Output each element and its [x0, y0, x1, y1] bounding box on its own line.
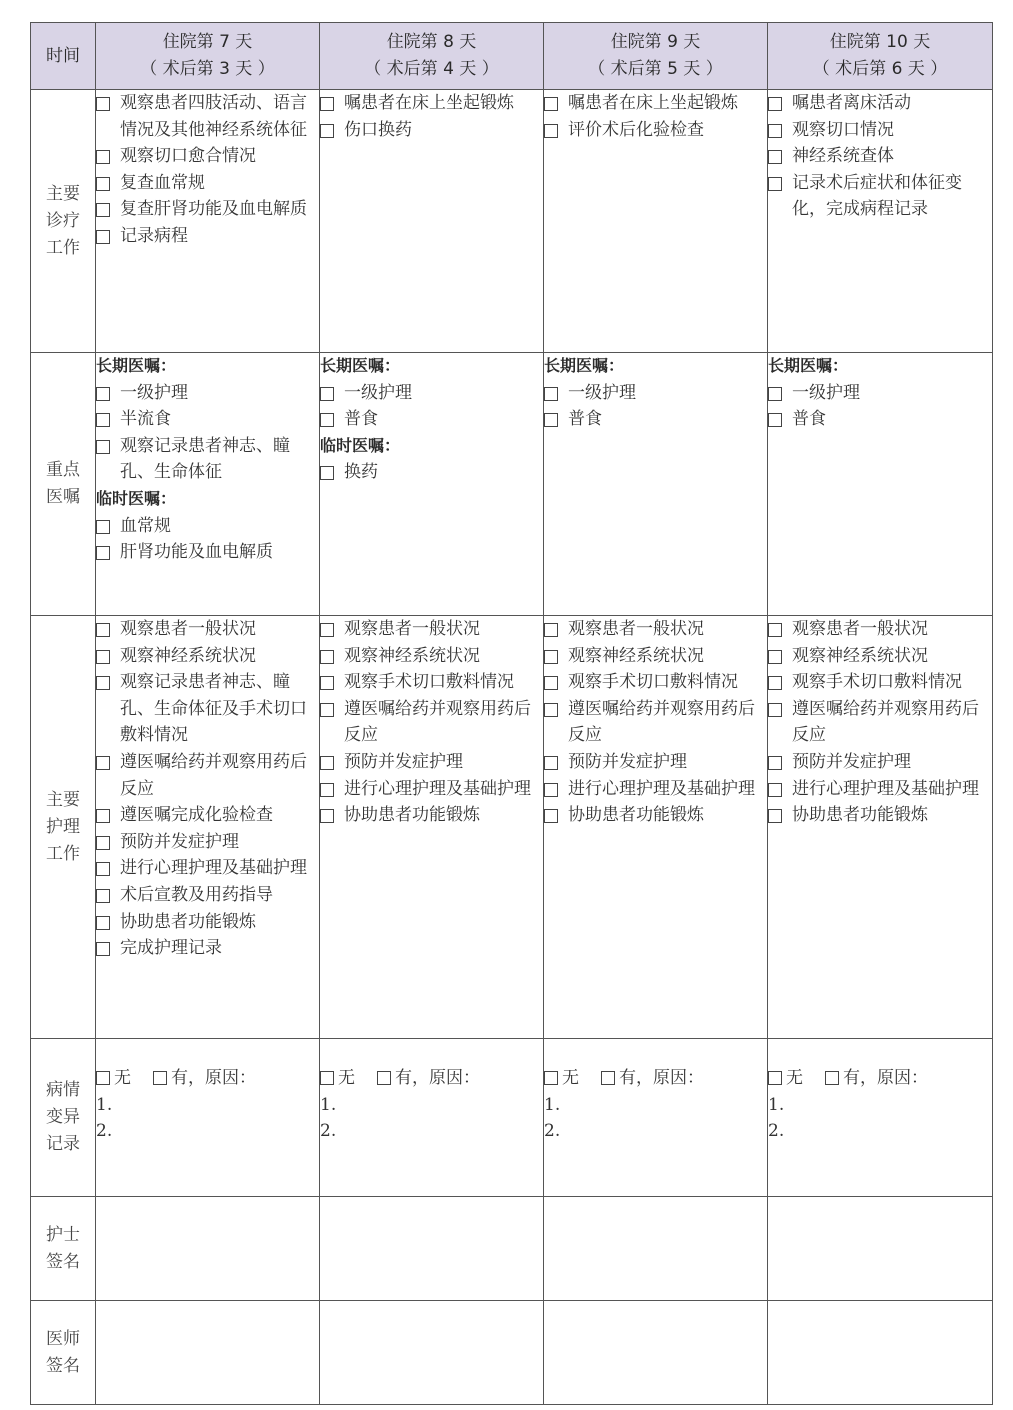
variance-reason-line[interactable]: 1. — [768, 1094, 785, 1115]
checkbox[interactable] — [320, 809, 334, 823]
variance-reason-line[interactable]: 2. — [544, 1121, 561, 1142]
checklist-item-text: 遵医嘱给药并观察用药后反应 — [120, 751, 307, 799]
checklist-item-text: 普食 — [568, 409, 602, 430]
header-row — [31, 23, 993, 90]
checkbox[interactable] — [320, 703, 334, 717]
checklist-item — [96, 882, 319, 909]
checklist-item — [96, 513, 319, 540]
checkbox[interactable] — [96, 623, 110, 637]
orders-cell — [96, 353, 320, 616]
variance-none-label: 无 — [338, 1068, 355, 1088]
row-label-line: 工作 — [46, 843, 80, 864]
checklist-item — [320, 776, 543, 803]
checklist-item — [320, 117, 543, 144]
variance-yes-checkbox[interactable] — [153, 1071, 167, 1085]
checklist-item-text: 观察记录患者神志、瞳孔、生命体征及手术切口敷料情况 — [120, 672, 307, 746]
variance-yes-label: 有，原因： — [395, 1068, 480, 1088]
variance-yes-checkbox[interactable] — [825, 1071, 839, 1085]
checklist-item — [768, 776, 992, 803]
variance-cell — [768, 1039, 993, 1197]
checklist-item — [96, 539, 319, 566]
checkbox[interactable] — [96, 440, 110, 454]
checklist-item — [96, 829, 319, 856]
checkbox[interactable] — [544, 783, 558, 797]
checklist-item — [96, 749, 319, 802]
row-label-line: 记录 — [46, 1134, 80, 1154]
long-term-orders-heading: 长期医嘱： — [96, 356, 177, 375]
checklist-item — [768, 406, 992, 433]
header-day-1 — [96, 23, 320, 90]
checklist-item — [768, 90, 992, 117]
variance-cell — [96, 1039, 320, 1197]
checklist-item — [96, 802, 319, 829]
checkbox[interactable] — [96, 203, 110, 217]
checklist-item — [320, 802, 543, 829]
checkbox[interactable] — [320, 413, 334, 427]
checklist-item — [96, 196, 319, 223]
checkbox[interactable] — [96, 97, 110, 111]
checklist-item-text: 预防并发症护理 — [120, 831, 239, 852]
checklist-item-text: 评价术后化验检查 — [568, 119, 704, 140]
checkbox[interactable] — [544, 413, 558, 427]
checklist-item-text: 一级护理 — [568, 382, 636, 403]
checkbox[interactable] — [320, 623, 334, 637]
row-label-line: 护理 — [46, 816, 80, 837]
checklist-item — [768, 616, 992, 643]
checklist-item — [768, 696, 992, 749]
checklist-item-text: 观察切口情况 — [792, 119, 894, 140]
post-op-day: （ 术后第 5 天 ） — [588, 59, 723, 79]
checkbox[interactable] — [544, 387, 558, 401]
variance-yes-checkbox[interactable] — [601, 1071, 615, 1085]
checkbox[interactable] — [320, 756, 334, 770]
checklist-item-text: 预防并发症护理 — [568, 751, 687, 772]
checklist-item-text: 协助患者功能锻炼 — [344, 805, 480, 826]
checkbox[interactable] — [768, 177, 782, 191]
checkbox[interactable] — [768, 387, 782, 401]
checklist-item-text: 普食 — [792, 409, 826, 430]
checkbox[interactable] — [96, 836, 110, 850]
nursing-row — [31, 616, 993, 1039]
row-label-line: 重点 — [46, 460, 80, 480]
checklist-item-text: 记录术后症状和体征变化，完成病程记录 — [792, 172, 962, 220]
row-label-line: 变异 — [46, 1107, 80, 1127]
orders-row — [31, 353, 993, 616]
checklist-item-text: 嘱患者离床活动 — [792, 93, 911, 113]
checkbox[interactable] — [320, 387, 334, 401]
diagnosis-row — [31, 90, 993, 353]
variance-none-label: 无 — [114, 1068, 131, 1088]
checklist-item-text: 记录病程 — [120, 225, 188, 246]
checklist-item-text: 观察患者一般状况 — [568, 619, 704, 639]
doctor-sign-row — [31, 1301, 993, 1405]
orders-label — [31, 353, 96, 616]
checklist-item-text: 协助患者功能锻炼 — [120, 911, 256, 932]
doctor-signature-field[interactable] — [544, 1301, 768, 1405]
row-label-line: 医师 — [46, 1328, 80, 1349]
checklist-item-text: 一级护理 — [344, 382, 412, 403]
checklist-item-text: 观察手术切口敷料情况 — [344, 672, 514, 693]
checkbox[interactable] — [96, 676, 110, 690]
checklist-item — [544, 406, 767, 433]
checklist-item-text: 观察神经系统状况 — [344, 645, 480, 666]
checkbox[interactable] — [320, 466, 334, 480]
checklist-item — [96, 90, 319, 143]
day-title: 住院第 7 天 — [162, 32, 253, 52]
checkbox[interactable] — [768, 676, 782, 690]
checklist-item-text: 复查肝肾功能及血电解质 — [120, 199, 307, 220]
checkbox[interactable] — [96, 230, 110, 244]
checkbox[interactable] — [96, 520, 110, 534]
checkbox[interactable] — [768, 97, 782, 111]
checkbox[interactable] — [544, 124, 558, 138]
post-op-day: （ 术后第 4 天 ） — [364, 59, 499, 79]
checkbox[interactable] — [544, 809, 558, 823]
orders-cell — [320, 353, 544, 616]
checklist-item — [544, 776, 767, 803]
checklist-item-text: 伤口换药 — [344, 119, 412, 140]
checklist-item — [544, 380, 767, 407]
checklist-item — [544, 616, 767, 643]
temporary-orders-heading: 临时医嘱： — [320, 435, 401, 455]
variance-none-checkbox[interactable] — [320, 1071, 334, 1085]
checkbox[interactable] — [768, 783, 782, 797]
checklist-item-text: 一级护理 — [120, 382, 188, 403]
row-label-line: 病情 — [46, 1080, 80, 1100]
nurse-signature-field[interactable] — [320, 1197, 544, 1301]
checkbox[interactable] — [768, 150, 782, 164]
variance-row — [31, 1039, 993, 1197]
checkbox[interactable] — [320, 124, 334, 138]
checklist-item — [768, 117, 992, 144]
variance-reason-line[interactable]: 1. — [320, 1094, 337, 1115]
checklist-item-text: 观察手术切口敷料情况 — [568, 672, 738, 693]
row-label-line: 签名 — [46, 1355, 80, 1376]
variance-options — [320, 1065, 543, 1092]
row-label-line: 签名 — [46, 1251, 80, 1272]
checklist-item — [96, 669, 319, 749]
day-title: 住院第 8 天 — [386, 32, 477, 52]
checklist-item — [320, 669, 543, 696]
checklist-item — [96, 406, 319, 433]
checklist-item — [96, 935, 319, 962]
checklist-item-text: 观察神经系统状况 — [120, 645, 256, 666]
nursing-cell — [544, 616, 768, 1039]
checklist-item — [768, 643, 992, 670]
checklist-item-text: 观察患者一般状况 — [792, 619, 928, 639]
checklist-item — [96, 143, 319, 170]
checklist-item — [96, 616, 319, 643]
checkbox[interactable] — [544, 703, 558, 717]
variance-reason-line[interactable]: 1. — [544, 1094, 561, 1115]
checklist-item-text: 嘱患者在床上坐起锻炼 — [568, 93, 738, 113]
checklist-item — [544, 802, 767, 829]
checklist-item-text: 进行心理护理及基础护理 — [344, 778, 531, 799]
checklist-item — [320, 749, 543, 776]
diagnosis-cell — [768, 90, 993, 353]
variance-options — [96, 1065, 319, 1092]
variance-none-label: 无 — [786, 1068, 803, 1088]
checklist-item-text: 嘱患者在床上坐起锻炼 — [344, 93, 514, 113]
checklist-item — [320, 406, 543, 433]
checkbox[interactable] — [544, 623, 558, 637]
checklist-item — [544, 90, 767, 117]
checkbox[interactable] — [96, 650, 110, 664]
checklist-item — [320, 696, 543, 749]
doctor-sign-label — [31, 1301, 96, 1405]
checklist-item — [544, 749, 767, 776]
nurse-signature-field[interactable] — [544, 1197, 768, 1301]
checklist-item-text: 进行心理护理及基础护理 — [120, 858, 307, 879]
checkbox[interactable] — [768, 623, 782, 637]
long-term-orders-heading: 长期医嘱： — [768, 356, 849, 375]
checkbox[interactable] — [768, 703, 782, 717]
long-term-orders-heading: 长期医嘱： — [544, 356, 625, 375]
diagnosis-cell — [544, 90, 768, 353]
checkbox[interactable] — [544, 97, 558, 111]
checkbox[interactable] — [768, 124, 782, 138]
row-label-line: 医嘱 — [46, 487, 80, 507]
checklist-item-text: 术后宣教及用药指导 — [120, 884, 273, 905]
checklist-item — [96, 909, 319, 936]
header-day-2 — [320, 23, 544, 90]
time-label: 时间 — [46, 45, 80, 66]
checkbox[interactable] — [320, 676, 334, 690]
variance-none-checkbox[interactable] — [96, 1071, 110, 1085]
checkbox[interactable] — [320, 97, 334, 111]
nursing-cell — [768, 616, 993, 1039]
checkbox[interactable] — [96, 177, 110, 191]
checklist-item — [96, 433, 319, 486]
checklist-item-text: 观察记录患者神志、瞳孔、生命体征 — [120, 435, 290, 483]
checkbox[interactable] — [96, 916, 110, 930]
row-label-line: 护士 — [46, 1224, 80, 1245]
variance-none-label: 无 — [562, 1068, 579, 1088]
variance-label — [31, 1039, 96, 1197]
post-op-day: （ 术后第 6 天 ） — [812, 59, 948, 79]
nurse-signature-field[interactable] — [768, 1197, 993, 1301]
doctor-signature-field[interactable] — [320, 1301, 544, 1405]
checklist-item-text: 完成护理记录 — [120, 938, 222, 959]
checkbox[interactable] — [768, 650, 782, 664]
header-day-3 — [544, 23, 768, 90]
checklist-item — [96, 170, 319, 197]
checklist-item — [320, 616, 543, 643]
checklist-item-text: 观察切口愈合情况 — [120, 146, 256, 167]
orders-cell — [544, 353, 768, 616]
checkbox[interactable] — [320, 650, 334, 664]
checkbox[interactable] — [768, 413, 782, 427]
checklist-item — [96, 855, 319, 882]
temporary-orders-heading: 临时医嘱： — [96, 488, 177, 508]
day-title: 住院第 9 天 — [610, 32, 701, 52]
checklist-item — [544, 669, 767, 696]
checklist-item-text: 协助患者功能锻炼 — [568, 805, 704, 826]
checkbox[interactable] — [96, 756, 110, 770]
checklist-item-text: 遵医嘱给药并观察用药后反应 — [344, 698, 531, 746]
checklist-item-text: 进行心理护理及基础护理 — [568, 778, 755, 799]
checklist-item-text: 肝肾功能及血电解质 — [120, 542, 273, 563]
diagnosis-label — [31, 90, 96, 353]
checklist-item — [96, 643, 319, 670]
post-op-day: （ 术后第 3 天 ） — [140, 59, 275, 79]
checklist-item — [768, 802, 992, 829]
variance-options — [544, 1065, 767, 1092]
checkbox[interactable] — [96, 546, 110, 560]
checkbox[interactable] — [768, 809, 782, 823]
checklist-item — [320, 643, 543, 670]
checklist-item-text: 遵医嘱完成化验检查 — [120, 805, 273, 826]
variance-yes-label: 有，原因： — [171, 1068, 256, 1088]
checkbox[interactable] — [544, 650, 558, 664]
checkbox[interactable] — [96, 150, 110, 164]
checklist-item — [768, 170, 992, 223]
nursing-cell — [320, 616, 544, 1039]
checklist-item-text: 预防并发症护理 — [792, 751, 911, 772]
checklist-item-text: 观察患者一般状况 — [120, 619, 256, 639]
checklist-item-text: 血常规 — [120, 515, 171, 536]
checklist-item — [768, 380, 992, 407]
checkbox[interactable] — [544, 676, 558, 690]
checkbox[interactable] — [96, 387, 110, 401]
checklist-item-text: 遵医嘱给药并观察用药后反应 — [568, 698, 755, 746]
variance-yes-label: 有，原因： — [619, 1068, 704, 1088]
checkbox[interactable] — [320, 783, 334, 797]
row-label-line: 主要 — [46, 789, 80, 810]
checklist-item-text: 观察患者一般状况 — [344, 619, 480, 639]
checklist-item — [320, 380, 543, 407]
checkbox[interactable] — [768, 756, 782, 770]
nurse-sign-label — [31, 1197, 96, 1301]
checklist-item-text: 复查血常规 — [120, 172, 205, 193]
checkbox[interactable] — [544, 756, 558, 770]
checkbox[interactable] — [96, 809, 110, 823]
variance-yes-label: 有，原因： — [843, 1068, 928, 1088]
row-label-line: 诊疗 — [46, 210, 80, 231]
variance-none-checkbox[interactable] — [544, 1071, 558, 1085]
nursing-label — [31, 616, 96, 1039]
checkbox[interactable] — [96, 889, 110, 903]
checklist-item-text: 协助患者功能锻炼 — [792, 805, 928, 826]
diagnosis-cell — [320, 90, 544, 353]
clinical-pathway-table — [30, 22, 993, 1405]
orders-cell — [768, 353, 993, 616]
checklist-item — [96, 380, 319, 407]
checklist-item — [320, 459, 543, 486]
checklist-item-text: 一级护理 — [792, 382, 860, 403]
checklist-item — [320, 90, 543, 117]
checklist-item — [544, 696, 767, 749]
checklist-item-text: 遵医嘱给药并观察用药后反应 — [792, 698, 979, 746]
variance-reason-line[interactable]: 2. — [96, 1121, 113, 1142]
checklist-item-text: 进行心理护理及基础护理 — [792, 778, 979, 799]
checklist-item — [544, 643, 767, 670]
variance-cell — [544, 1039, 768, 1197]
nurse-sign-row — [31, 1197, 993, 1301]
doctor-signature-field[interactable] — [768, 1301, 993, 1405]
checklist-item-text: 普食 — [344, 409, 378, 430]
checklist-item-text: 半流食 — [120, 409, 171, 430]
checklist-item-text: 观察神经系统状况 — [568, 645, 704, 666]
checklist-item-text: 观察神经系统状况 — [792, 645, 928, 666]
checklist-item-text: 换药 — [344, 462, 378, 483]
variance-reason-line[interactable]: 2. — [768, 1121, 785, 1142]
checkbox[interactable] — [96, 942, 110, 956]
variance-cell — [320, 1039, 544, 1197]
checklist-item — [96, 223, 319, 250]
nurse-signature-field[interactable] — [96, 1197, 320, 1301]
variance-none-checkbox[interactable] — [768, 1071, 782, 1085]
doctor-signature-field[interactable] — [96, 1301, 320, 1405]
nursing-cell — [96, 616, 320, 1039]
diagnosis-cell — [96, 90, 320, 353]
day-title: 住院第 10 天 — [829, 32, 931, 52]
row-label-line: 主要 — [46, 183, 80, 204]
checklist-item — [544, 117, 767, 144]
checklist-item-text: 观察患者四肢活动、语言情况及其他神经系统体征 — [120, 93, 307, 140]
checkbox[interactable] — [96, 413, 110, 427]
checklist-item-text: 预防并发症护理 — [344, 751, 463, 772]
checklist-item — [768, 143, 992, 170]
variance-reason-line[interactable]: 1. — [96, 1094, 113, 1115]
variance-options — [768, 1065, 992, 1092]
checkbox[interactable] — [96, 862, 110, 876]
row-label-line: 工作 — [46, 237, 80, 258]
checklist-item-text: 观察手术切口敷料情况 — [792, 672, 962, 693]
header-day-4 — [768, 23, 993, 90]
checklist-item-text: 神经系统查体 — [792, 146, 894, 167]
checklist-item — [768, 669, 992, 696]
variance-yes-checkbox[interactable] — [377, 1071, 391, 1085]
checklist-item — [768, 749, 992, 776]
header-time-label — [31, 23, 96, 90]
long-term-orders-heading: 长期医嘱： — [320, 356, 401, 375]
variance-reason-line[interactable]: 2. — [320, 1121, 337, 1142]
